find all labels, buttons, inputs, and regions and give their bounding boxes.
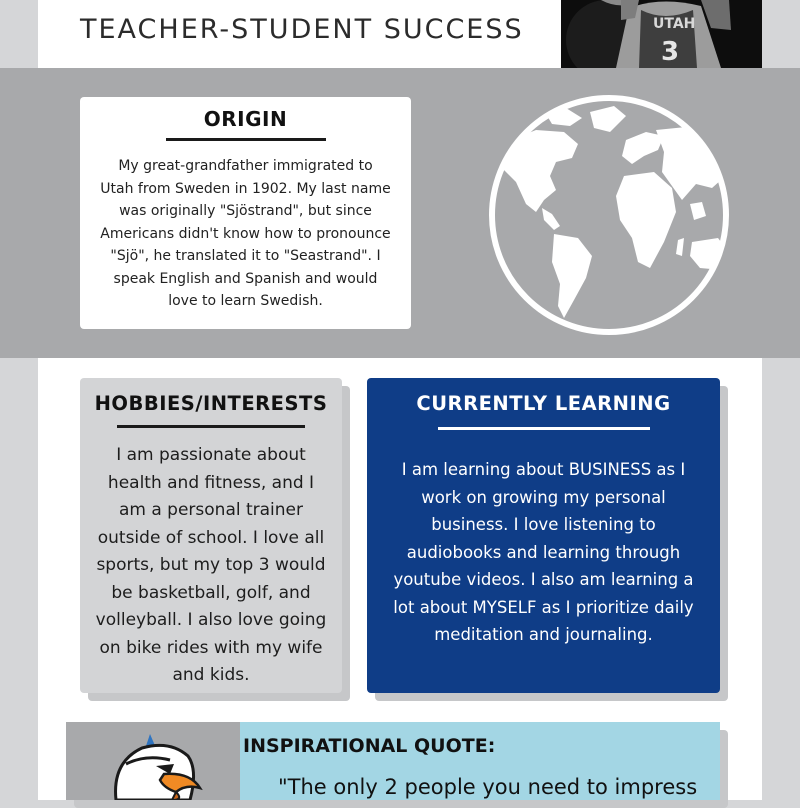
globe-icon bbox=[486, 92, 732, 338]
hobbies-text: I am passionate about health and fitness, and I am a personal trainer outside of school. I love all sports, but my top 3 would be basketball, golf, and volleyball. I also love going on bike rides with my wife and kids. bbox=[95, 445, 327, 685]
teacher-photo bbox=[561, 0, 762, 68]
origin-text: My great-grandfather immigrated to Utah from Sweden in 1902. My last name was originally "Sjöstrand", but since Americans didn't know how to pronounce "Sjö", he translated it to "Seastrand". I speak English and Spanish and would love to learn Swedish. bbox=[100, 158, 391, 309]
origin-title: ORIGIN bbox=[203, 107, 288, 131]
eagle-mascot-icon bbox=[66, 722, 240, 800]
learning-title: CURRENTLY LEARNING bbox=[416, 392, 671, 415]
jersey-number: 3 bbox=[661, 37, 680, 67]
svg-text:UTAH: UTAH bbox=[653, 16, 696, 32]
quote-text: "The only 2 people you need to impress bbox=[278, 775, 698, 799]
learning-card bbox=[367, 378, 720, 693]
page-title: TEACHER-STUDENT SUCCESS bbox=[80, 14, 524, 45]
learning-text: I am learning about BUSINESS as I work on growing my personal business. I love listening to audiobooks and learning through youtube videos. I also am learning a lot about MYSELF as I prioritize daily meditation and journaling. bbox=[393, 460, 694, 644]
origin-card bbox=[80, 97, 411, 329]
origin-divider bbox=[166, 138, 326, 141]
quote-title: INSPIRATIONAL QUOTE: bbox=[243, 735, 496, 757]
mascot-panel bbox=[66, 722, 240, 800]
hobbies-divider bbox=[117, 425, 305, 428]
hobbies-card bbox=[80, 378, 342, 693]
learning-divider bbox=[438, 427, 650, 430]
hobbies-title: HOBBIES/INTERESTS bbox=[94, 392, 328, 415]
